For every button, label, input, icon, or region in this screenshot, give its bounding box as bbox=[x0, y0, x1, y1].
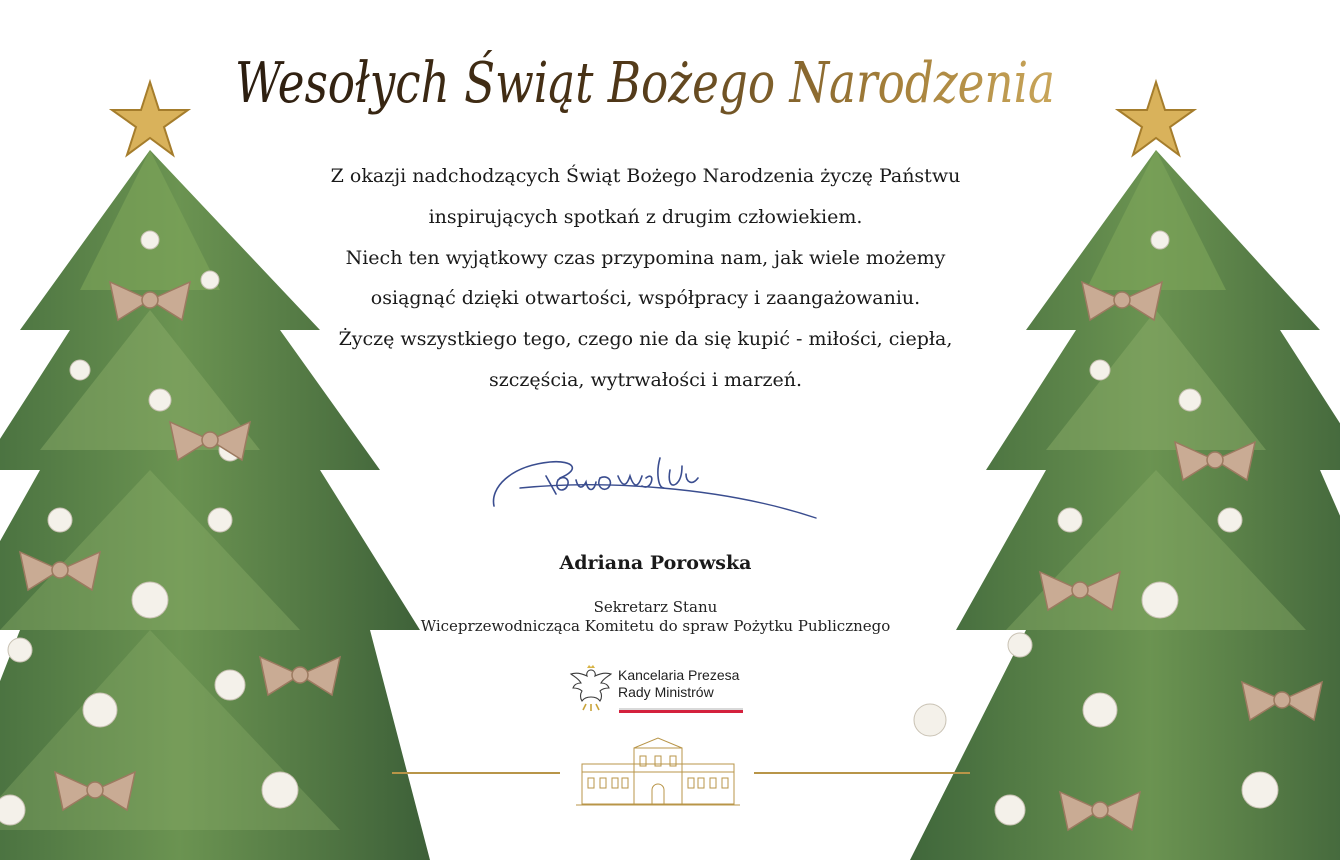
kprm-logo bbox=[566, 664, 756, 720]
handwritten-signature bbox=[480, 448, 820, 528]
sender-role bbox=[300, 598, 1011, 636]
logo-line-2: Rady Ministrów bbox=[618, 684, 714, 700]
sender-name: Adriana Porowska bbox=[559, 552, 752, 574]
building-emblem bbox=[576, 734, 740, 808]
divider-right bbox=[754, 772, 970, 774]
flag-bar bbox=[619, 708, 743, 714]
divider-left bbox=[392, 772, 560, 774]
greeting-line: Z okazji nadchodzących Świąt Bożego Narodzenia życzę Państwu bbox=[330, 165, 961, 187]
sender-role-title: Sekretarz Stanu bbox=[593, 598, 718, 616]
card-title bbox=[180, 30, 1251, 140]
greeting-text bbox=[250, 156, 1041, 401]
card-title-text: Wesołych Świąt Bożego Narodzenia bbox=[235, 51, 1251, 116]
greeting-line: inspirujących spotkań z drugim człowiekiem. bbox=[428, 205, 863, 228]
logo-line-1: Kancelaria Prezesa bbox=[618, 667, 740, 683]
greeting-line: Niech ten wyjątkowy czas przypomina nam, jak wiele możemy bbox=[345, 246, 946, 269]
greeting-line: szczęścia, wytrwałości i marzeń. bbox=[488, 368, 803, 391]
greeting-line: Życzę wszystkiego tego, czego nie da się kupić - miłości, ciepła, bbox=[338, 328, 953, 351]
greeting-line: osiągnąć dzięki otwartości, współpracy i zaangażowaniu. bbox=[370, 287, 921, 310]
sender-role-committee: Wiceprzewodnicząca Komitetu do spraw Pożytku Publicznego bbox=[420, 617, 891, 635]
white-eagle-icon bbox=[568, 664, 614, 714]
